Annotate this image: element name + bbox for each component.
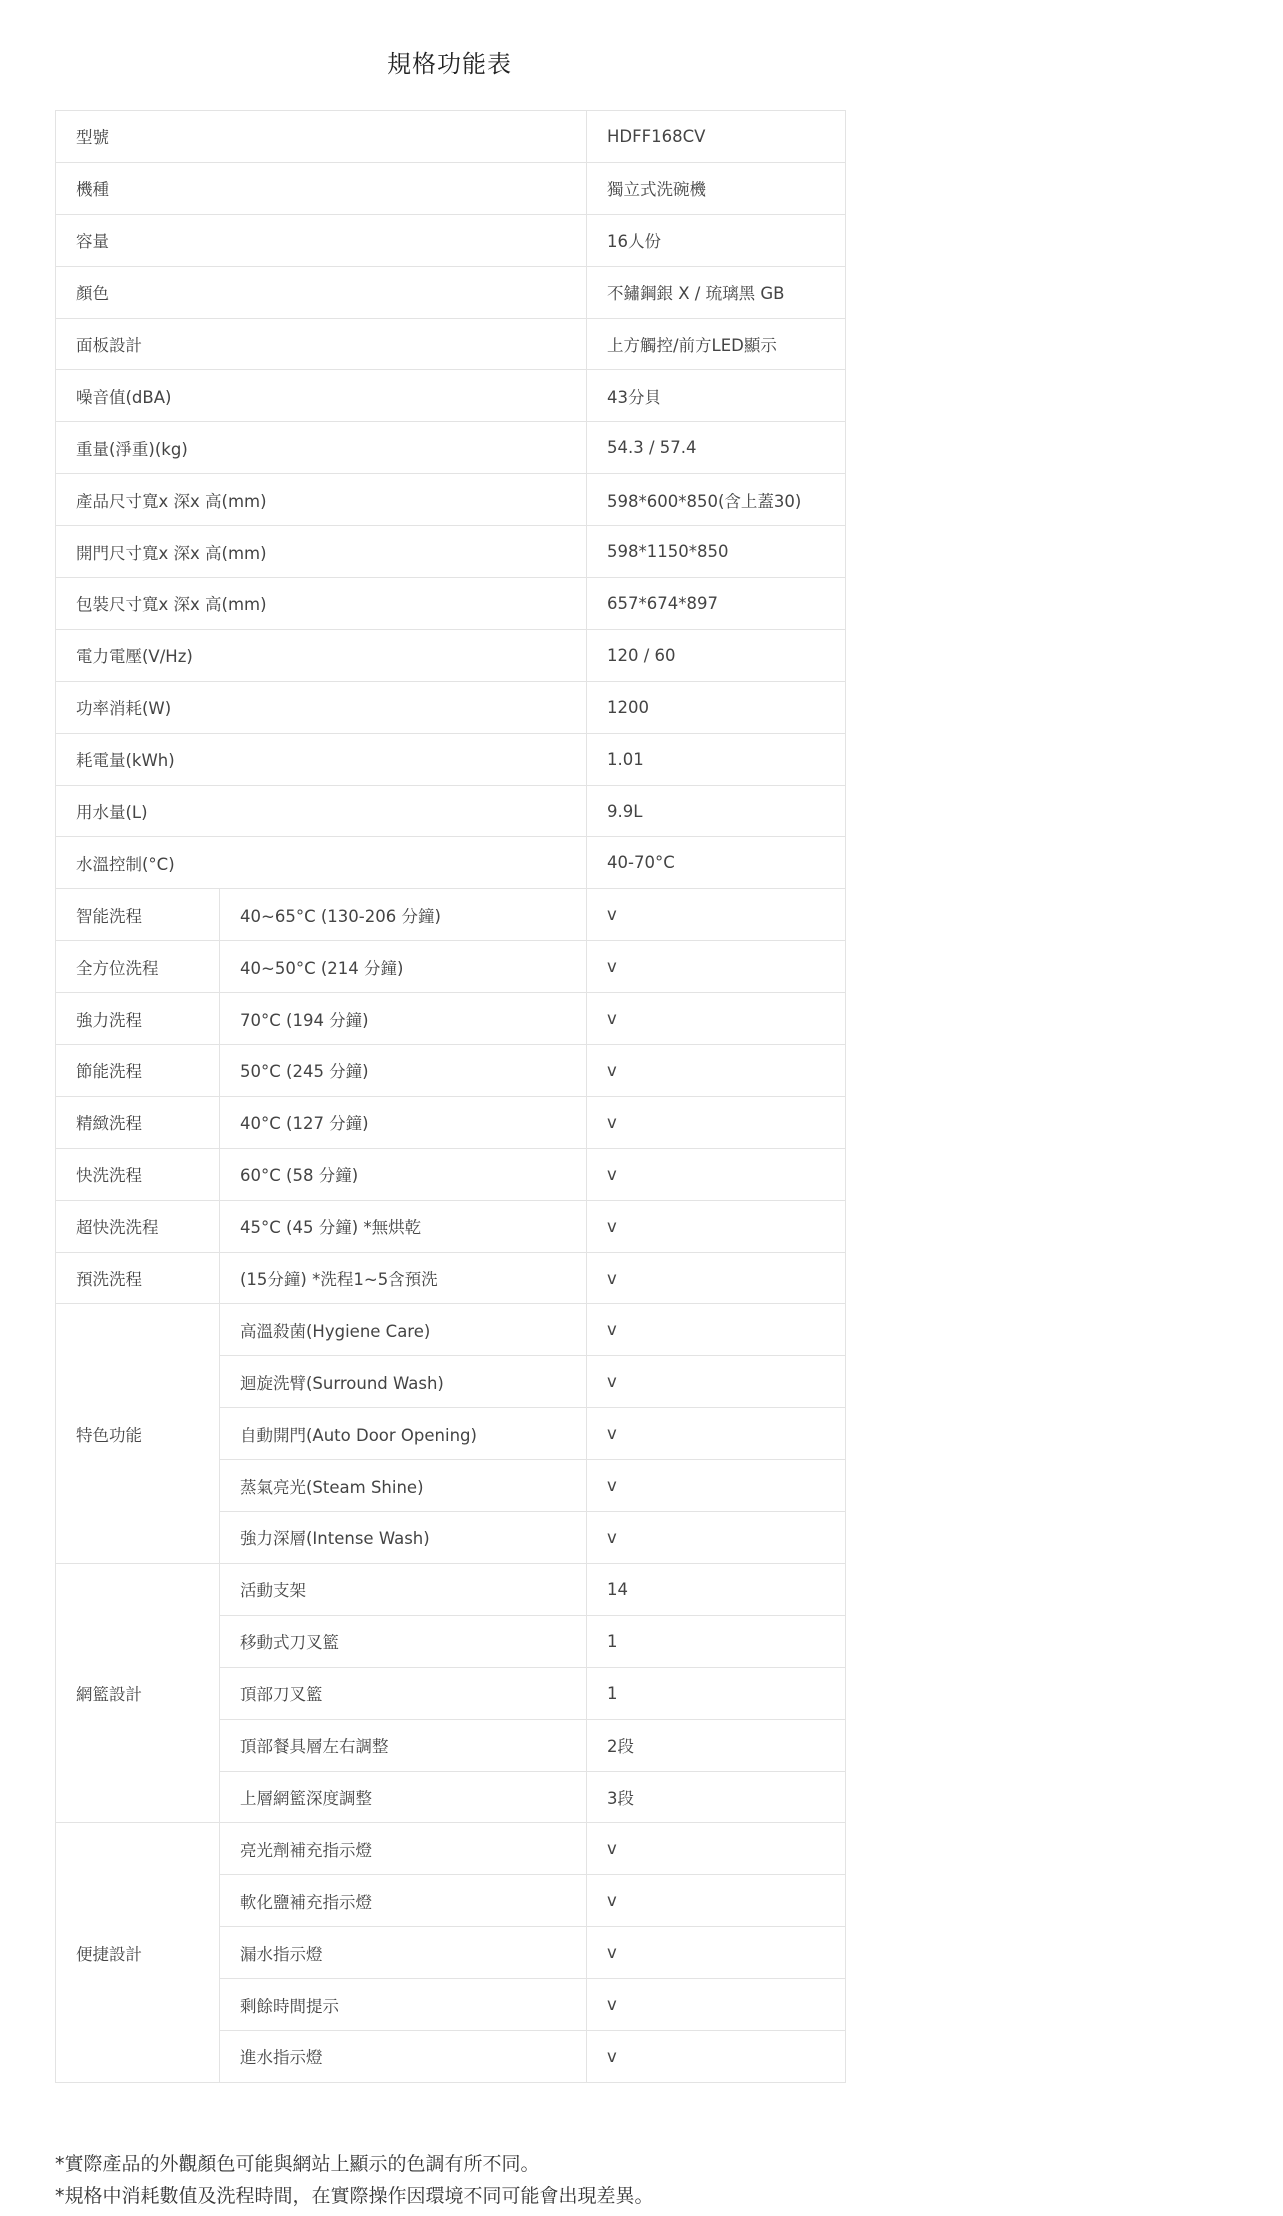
- spec-label: 產品尺寸寬x 深x 高(mm): [56, 474, 587, 526]
- table-row: [56, 578, 846, 630]
- table-row: [56, 1563, 846, 1615]
- spec-label: 型號: [56, 111, 587, 163]
- spec-label: 噪音值(dBA): [56, 370, 587, 422]
- group-item: 進水指示燈: [220, 2030, 587, 2082]
- group-value: v: [587, 2030, 846, 2082]
- program-value: v: [587, 993, 846, 1045]
- spec-value: 120 / 60: [587, 629, 846, 681]
- group-item: 上層網籃深度調整: [220, 1771, 587, 1823]
- spec-label: 開門尺寸寬x 深x 高(mm): [56, 526, 587, 578]
- table-row: [56, 526, 846, 578]
- program-value: v: [587, 941, 846, 993]
- spec-value: 1200: [587, 681, 846, 733]
- table-row: [56, 941, 846, 993]
- group-value: v: [587, 1512, 846, 1564]
- group-item: 移動式刀叉籃: [220, 1615, 587, 1667]
- spec-value: 43分貝: [587, 370, 846, 422]
- group-item: 活動支架: [220, 1563, 587, 1615]
- group-name: 便捷設計: [56, 1823, 220, 2082]
- table-row: [56, 1252, 846, 1304]
- group-value: v: [587, 1979, 846, 2031]
- program-value: v: [587, 1096, 846, 1148]
- table-row: [56, 162, 846, 214]
- footnotes: [55, 2148, 1255, 2212]
- group-value: 14: [587, 1563, 846, 1615]
- program-value: v: [587, 1200, 846, 1252]
- program-value: v: [587, 1252, 846, 1304]
- spec-value: 9.9L: [587, 785, 846, 837]
- spec-value: 16人份: [587, 214, 846, 266]
- spec-value: 598*1150*850: [587, 526, 846, 578]
- spec-label: 耗電量(kWh): [56, 733, 587, 785]
- group-value: 1: [587, 1615, 846, 1667]
- spec-label: 容量: [56, 214, 587, 266]
- group-value: 3段: [587, 1771, 846, 1823]
- table-row: [56, 318, 846, 370]
- spec-label: 功率消耗(W): [56, 681, 587, 733]
- table-row: [56, 1148, 846, 1200]
- spec-value: 上方觸控/前方LED顯示: [587, 318, 846, 370]
- program-name: 節能洗程: [56, 1045, 220, 1097]
- program-name: 快洗洗程: [56, 1148, 220, 1200]
- program-value: v: [587, 1045, 846, 1097]
- spec-value: 1.01: [587, 733, 846, 785]
- table-row: [56, 1096, 846, 1148]
- footnote: *規格中消耗數值及洗程時間，在實際操作因環境不同可能會出現差異。: [55, 2185, 654, 2207]
- group-item: 迴旋洗臂(Surround Wash): [220, 1356, 587, 1408]
- group-value: v: [587, 1927, 846, 1979]
- table-row: [56, 370, 846, 422]
- group-value: v: [587, 1408, 846, 1460]
- spec-table: [55, 110, 846, 2083]
- spec-label: 水溫控制(°C): [56, 837, 587, 889]
- table-row: [56, 889, 846, 941]
- group-value: v: [587, 1875, 846, 1927]
- table-row: [56, 993, 846, 1045]
- spec-label: 包裝尺寸寬x 深x 高(mm): [56, 578, 587, 630]
- group-item: 高溫殺菌(Hygiene Care): [220, 1304, 587, 1356]
- table-row: [56, 1045, 846, 1097]
- group-item: 漏水指示燈: [220, 1927, 587, 1979]
- program-detail: 40~65°C (130-206 分鐘): [220, 889, 587, 941]
- spec-value: 657*674*897: [587, 578, 846, 630]
- table-row: [56, 1823, 846, 1875]
- table-row: [56, 629, 846, 681]
- group-item: 頂部餐具層左右調整: [220, 1719, 587, 1771]
- group-item: 亮光劑補充指示燈: [220, 1823, 587, 1875]
- group-value: v: [587, 1823, 846, 1875]
- program-value: v: [587, 1148, 846, 1200]
- group-item: 剩餘時間提示: [220, 1979, 587, 2031]
- group-item: 頂部刀叉籃: [220, 1667, 587, 1719]
- group-item: 強力深層(Intense Wash): [220, 1512, 587, 1564]
- table-row: [56, 1304, 846, 1356]
- program-name: 強力洗程: [56, 993, 220, 1045]
- table-row: [56, 837, 846, 889]
- program-detail: 50°C (245 分鐘): [220, 1045, 587, 1097]
- group-name: 特色功能: [56, 1304, 220, 1563]
- program-detail: 60°C (58 分鐘): [220, 1148, 587, 1200]
- program-name: 超快洗洗程: [56, 1200, 220, 1252]
- spec-value: 獨立式洗碗機: [587, 162, 846, 214]
- table-row: [56, 266, 846, 318]
- spec-table-body: [56, 111, 846, 2083]
- program-detail: 70°C (194 分鐘): [220, 993, 587, 1045]
- group-value: 2段: [587, 1719, 846, 1771]
- table-row: [56, 422, 846, 474]
- program-name: 精緻洗程: [56, 1096, 220, 1148]
- table-row: [56, 681, 846, 733]
- table-row: [56, 474, 846, 526]
- group-value: v: [587, 1356, 846, 1408]
- spec-value: 40-70°C: [587, 837, 846, 889]
- spec-label: 電力電壓(V/Hz): [56, 629, 587, 681]
- program-detail: 40°C (127 分鐘): [220, 1096, 587, 1148]
- program-detail: 45°C (45 分鐘) *無烘乾: [220, 1200, 587, 1252]
- program-value: v: [587, 889, 846, 941]
- program-name: 全方位洗程: [56, 941, 220, 993]
- group-item: 蒸氣亮光(Steam Shine): [220, 1460, 587, 1512]
- group-name: 網籃設計: [56, 1563, 220, 1822]
- spec-label: 用水量(L): [56, 785, 587, 837]
- page-title: 規格功能表: [387, 50, 512, 78]
- program-name: 預洗洗程: [56, 1252, 220, 1304]
- spec-label: 顏色: [56, 266, 587, 318]
- spec-value: 598*600*850(含上蓋30): [587, 474, 846, 526]
- program-detail: 40~50°C (214 分鐘): [220, 941, 587, 993]
- group-value: 1: [587, 1667, 846, 1719]
- table-row: [56, 733, 846, 785]
- group-item: 軟化鹽補充指示燈: [220, 1875, 587, 1927]
- table-row: [56, 785, 846, 837]
- spec-value: HDFF168CV: [587, 111, 846, 163]
- table-row: [56, 111, 846, 163]
- group-value: v: [587, 1460, 846, 1512]
- spec-label: 面板設計: [56, 318, 587, 370]
- program-detail: (15分鐘) *洗程1~5含預洗: [220, 1252, 587, 1304]
- spec-value: 不鏽鋼銀 X / 琉璃黑 GB: [587, 266, 846, 318]
- spec-value: 54.3 / 57.4: [587, 422, 846, 474]
- program-name: 智能洗程: [56, 889, 220, 941]
- group-value: v: [587, 1304, 846, 1356]
- footnote: *實際產品的外觀顏色可能與網站上顯示的色調有所不同。: [55, 2153, 540, 2175]
- table-row: [56, 1200, 846, 1252]
- spec-label: 機種: [56, 162, 587, 214]
- group-item: 自動開門(Auto Door Opening): [220, 1408, 587, 1460]
- table-row: [56, 214, 846, 266]
- spec-label: 重量(淨重)(kg): [56, 422, 587, 474]
